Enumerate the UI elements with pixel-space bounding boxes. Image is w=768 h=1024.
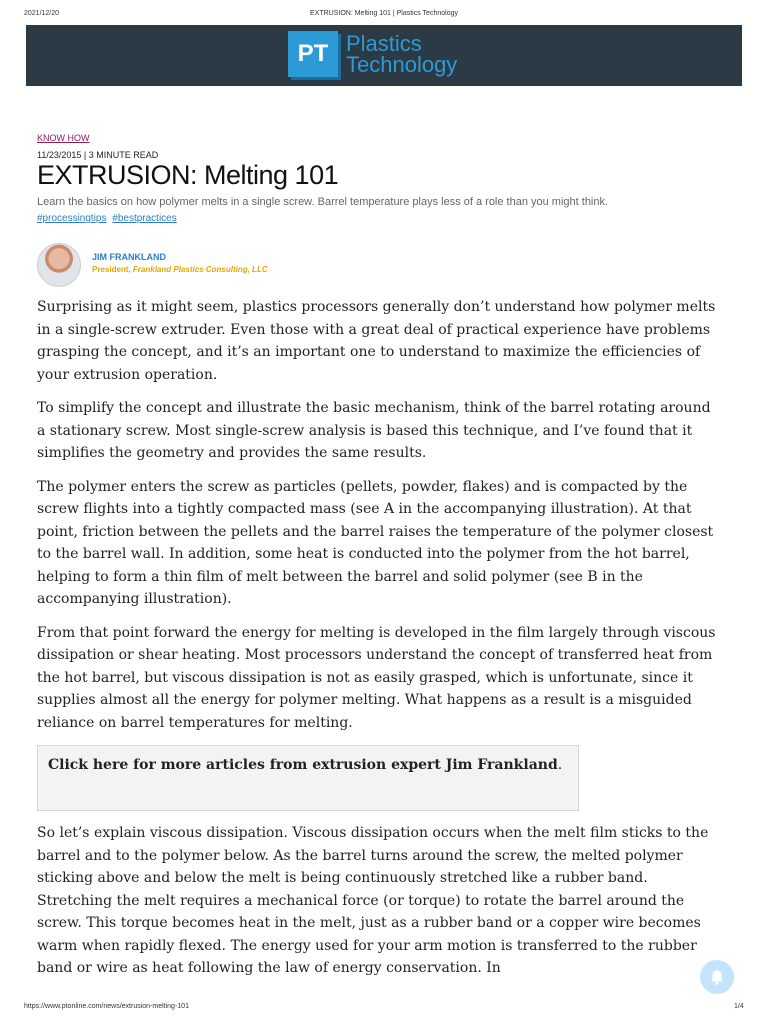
paragraph: The polymer enters the screw as particles (pellets, powder, flakes) and is compacted by the screw flights into a tightly compacted mass (see A in the accompanying illustration). At that point, friction between the pellets and the barrel raises the temperature of the polymer closest to the barrel wall. In addition, some heat is conducted into the polymer from the hot barrel, helping to form a thin film of melt between the barrel and solid polymer (see B in the accompanying illustration). <box>37 478 714 607</box>
tag-processingtips[interactable]: #processingtips <box>37 213 107 224</box>
related-articles-callout <box>37 745 579 811</box>
paragraph: From that point forward the energy for melting is developed in the film largely through viscous dissipation or shear heating. Most processors understand the concept of transferred heat from the hot barrel, but viscous dissipation is not as easily grasped, which is unfortunate, since it supplies almost all the energy for polymer melting. What happens as a result is a misguided reliance on barrel temperatures for melting. <box>37 624 716 731</box>
author-name[interactable]: JIM FRANKLAND <box>92 252 166 262</box>
article-title: EXTRUSION: Melting 101 <box>37 160 339 190</box>
article-subtitle: Learn the basics on how polymer melts in a single screw. Barrel temperature plays less of a role than you might think. <box>37 196 609 208</box>
print-date: 2021/12/20 <box>24 10 60 17</box>
notification-bell-button[interactable] <box>700 960 734 994</box>
print-page-title: EXTRUSION: Melting 101 | Plastics Technology <box>310 10 458 17</box>
related-articles-link[interactable]: Click here for more articles from extrusion expert Jim Frankland <box>48 757 558 773</box>
paragraph: Surprising as it might seem, plastics processors generally don’t understand how polymer melts in a single-screw extruder. Even those with a great deal of practical experience have problems grasping the concept, and it’s an important one to understand to maximize the efficiencies of your extrusion operation. <box>37 299 716 383</box>
author-role-title: President, <box>92 265 131 274</box>
callout-period: . <box>557 757 563 773</box>
article-date-readtime: 11/23/2015 | 3 MINUTE READ <box>37 150 159 160</box>
author-avatar[interactable] <box>37 243 81 287</box>
paragraph: So let’s explain viscous dissipation. Viscous dissipation occurs when the melt film sticks to the barrel and to the polymer below. As the barrel turns around the screw, the melted polymer sticking above and below the melt is being continuously stretched like a rubber band. Stretching the melt requires a mechanical force (or torque) to rotate the barrel around the screw. This torque becomes heat in the melt, just as a rubber band or a copper wire becomes warm when rapidly flexed. The energy used for your arm motion is transferred to the rubber band or wire as heat following the law of energy conservation. In <box>37 825 709 976</box>
logo-wordmark <box>346 33 457 75</box>
print-page-number: 1/4 <box>734 1003 744 1010</box>
author-role <box>92 265 268 274</box>
tag-list <box>37 213 180 224</box>
logo-mark: PT <box>288 31 338 77</box>
logo-line-1: Plastics <box>346 31 422 56</box>
site-banner <box>26 25 742 86</box>
category-link[interactable]: KNOW HOW <box>37 133 90 143</box>
tag-bestpractices[interactable]: #bestpractices <box>112 213 177 224</box>
site-logo[interactable] <box>288 31 457 77</box>
article-body <box>37 296 723 991</box>
logo-line-2: Technology <box>346 52 458 77</box>
author-company: Frankland Plastics Consulting, LLC <box>132 265 268 274</box>
paragraph: To simplify the concept and illustrate the basic mechanism, think of the barrel rotating around a stationary screw. Most single-screw analysis is based this technique, and I’ve found that it simplifies the geometry and provides the same results. <box>37 400 711 461</box>
bell-icon <box>708 968 726 986</box>
print-url: https://www.ptonline.com/news/extrusion-melting-101 <box>24 1003 189 1010</box>
